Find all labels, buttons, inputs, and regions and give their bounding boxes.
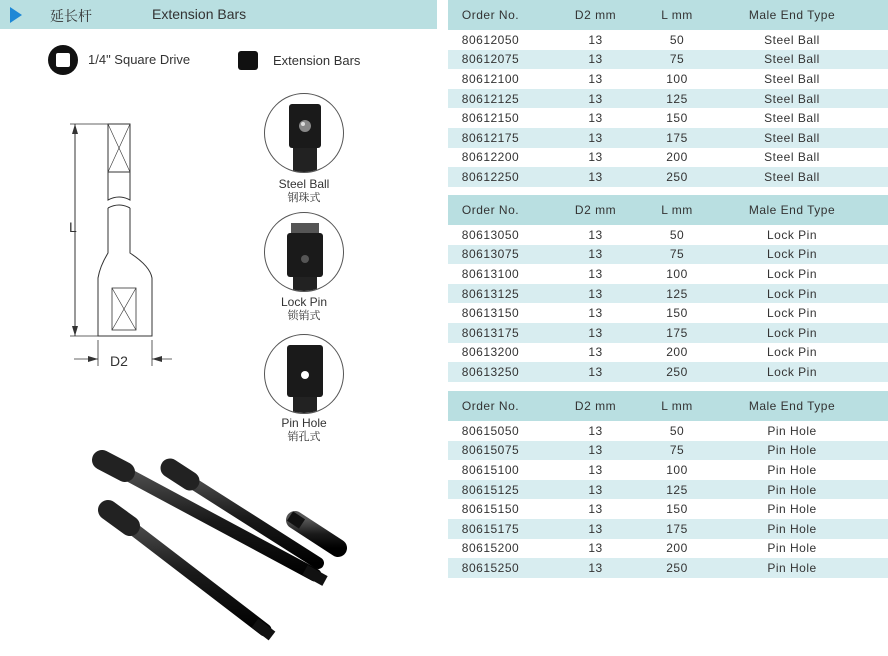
cell-order-no: 80615200	[461, 541, 520, 556]
cell-l: 125	[666, 482, 688, 497]
cell-order-no: 80615175	[461, 521, 520, 536]
cell-l: 125	[666, 91, 688, 106]
table-row	[448, 108, 888, 128]
drive-label: 1/4" Square Drive	[88, 52, 191, 67]
cell-l: 200	[666, 150, 688, 165]
cell-order-no: 80612175	[461, 130, 520, 145]
cell-type: Lock Pin	[766, 286, 818, 301]
pin-hole-image	[264, 334, 344, 414]
cell-order-no: 80615100	[461, 462, 520, 477]
cell-l: 250	[666, 364, 688, 379]
cell-type: Lock Pin	[766, 364, 818, 379]
pin-hole-label	[259, 417, 349, 443]
cell-d2: 13	[588, 560, 603, 575]
cell-l: 175	[666, 130, 688, 145]
cell-l: 50	[669, 227, 685, 242]
cell-l: 150	[666, 111, 688, 126]
cell-order-no: 80615075	[461, 443, 520, 458]
cell-d2: 13	[588, 91, 603, 106]
cell-order-no: 80615125	[461, 482, 520, 497]
cell-d2: 13	[588, 111, 603, 126]
dimension-l-label: L	[69, 219, 77, 235]
cell-type: Pin Hole	[767, 482, 817, 497]
cell-l: 125	[666, 286, 688, 301]
col-l: L mm	[661, 399, 693, 413]
cell-l: 75	[669, 247, 685, 262]
col-male-end: Male End Type	[748, 8, 836, 22]
title-chinese: 延长杆	[50, 9, 92, 25]
cell-order-no: 80613150	[461, 306, 520, 321]
steel-ball-cn: 钢珠式	[287, 191, 321, 204]
cell-d2: 13	[588, 150, 603, 165]
cell-order-no: 80615150	[461, 502, 520, 517]
cell-d2: 13	[588, 364, 603, 379]
table-row	[448, 284, 888, 304]
cell-l: 175	[666, 325, 688, 340]
cell-l: 75	[669, 52, 685, 67]
cell-type: Steel Ball	[764, 32, 820, 47]
cell-order-no: 80613250	[461, 364, 520, 379]
table-row	[448, 245, 888, 265]
table-row	[448, 50, 888, 70]
cell-order-no: 80612250	[461, 169, 520, 184]
table-row	[448, 128, 888, 148]
table-row	[448, 89, 888, 109]
cell-l: 150	[666, 502, 688, 517]
cell-d2: 13	[588, 423, 603, 438]
cell-type: Steel Ball	[764, 71, 820, 86]
table-lock-pin	[448, 195, 888, 382]
dimension-diagram	[60, 118, 180, 373]
col-order-no: Order No.	[461, 399, 520, 413]
cell-l: 50	[669, 32, 685, 47]
table-row	[448, 539, 888, 559]
table-row	[448, 323, 888, 343]
col-l: L mm	[661, 203, 693, 217]
cell-l: 200	[666, 345, 688, 360]
cell-d2: 13	[588, 71, 603, 86]
table-row	[448, 264, 888, 284]
cell-type: Lock Pin	[766, 247, 818, 262]
cell-order-no: 80613175	[461, 325, 520, 340]
col-male-end: Male End Type	[748, 203, 836, 217]
bars-label: Extension Bars	[273, 53, 361, 68]
cell-d2: 13	[588, 482, 603, 497]
cell-type: Pin Hole	[767, 541, 817, 556]
table-row	[448, 30, 888, 50]
cell-l: 150	[666, 306, 688, 321]
cell-d2: 13	[588, 247, 603, 262]
col-order-no: Order No.	[461, 8, 520, 22]
table-steel-ball	[448, 0, 888, 187]
cell-type: Lock Pin	[766, 306, 818, 321]
cell-l: 250	[666, 560, 688, 575]
cell-d2: 13	[588, 462, 603, 477]
steel-ball-label	[259, 178, 349, 204]
cell-d2: 13	[588, 266, 603, 281]
table-row	[448, 362, 888, 382]
cell-type: Steel Ball	[764, 52, 820, 67]
cell-type: Lock Pin	[766, 227, 818, 242]
cell-l: 75	[669, 443, 685, 458]
table-row	[448, 69, 888, 89]
extension-bar-icon	[238, 51, 258, 70]
cell-order-no: 80613050	[461, 227, 520, 242]
cell-order-no: 80615050	[461, 423, 520, 438]
cell-type: Steel Ball	[764, 169, 820, 184]
cell-order-no: 80612125	[461, 91, 520, 106]
lock-pin-image	[264, 212, 344, 292]
cell-d2: 13	[588, 130, 603, 145]
cell-order-no: 80612075	[461, 52, 520, 67]
col-d2: D2 mm	[574, 8, 617, 22]
cell-type: Pin Hole	[767, 462, 817, 477]
cell-type: Steel Ball	[764, 150, 820, 165]
cell-type: Lock Pin	[766, 345, 818, 360]
cell-d2: 13	[588, 502, 603, 517]
col-order-no: Order No.	[461, 203, 520, 217]
section-header	[0, 0, 437, 29]
cell-order-no: 80613200	[461, 345, 520, 360]
cell-order-no: 80612150	[461, 111, 520, 126]
cell-order-no: 80612050	[461, 32, 520, 47]
table-header	[448, 0, 888, 30]
table-row	[448, 558, 888, 578]
lock-pin-cn: 锁销式	[287, 309, 321, 322]
cell-order-no: 80612100	[461, 71, 520, 86]
col-d2: D2 mm	[574, 399, 617, 413]
cell-order-no: 80613075	[461, 247, 520, 262]
table-row	[448, 441, 888, 461]
square-drive-icon	[48, 45, 78, 75]
cell-d2: 13	[588, 169, 603, 184]
table-row	[448, 519, 888, 539]
cell-type: Pin Hole	[767, 521, 817, 536]
table-row	[448, 421, 888, 441]
cell-l: 100	[666, 71, 688, 86]
cell-type: Pin Hole	[767, 443, 817, 458]
cell-d2: 13	[588, 52, 603, 67]
cell-type: Pin Hole	[767, 502, 817, 517]
cell-order-no: 80612200	[461, 150, 520, 165]
pin-hole-cn: 销孔式	[287, 430, 321, 443]
cell-type: Pin Hole	[767, 423, 817, 438]
cell-d2: 13	[588, 443, 603, 458]
table-row	[448, 167, 888, 187]
table-pin-hole	[448, 391, 888, 578]
col-d2: D2 mm	[574, 203, 617, 217]
title-english: Extension Bars	[152, 6, 247, 22]
cell-d2: 13	[588, 227, 603, 242]
cell-d2: 13	[588, 521, 603, 536]
table-row	[448, 225, 888, 245]
table-row	[448, 460, 888, 480]
table-row	[448, 148, 888, 168]
cell-type: Steel Ball	[764, 130, 820, 145]
table-header	[448, 391, 888, 421]
cell-type: Steel Ball	[764, 111, 820, 126]
cell-l: 50	[669, 423, 685, 438]
col-male-end: Male End Type	[748, 399, 836, 413]
cell-d2: 13	[588, 325, 603, 340]
table-header	[448, 195, 888, 225]
cell-order-no: 80613100	[461, 266, 520, 281]
cell-type: Lock Pin	[766, 325, 818, 340]
table-row	[448, 343, 888, 363]
table-row	[448, 480, 888, 500]
cell-l: 100	[666, 462, 688, 477]
cell-l: 175	[666, 521, 688, 536]
pin-hole-en: Pin Hole	[281, 416, 327, 430]
cell-d2: 13	[588, 32, 603, 47]
col-l: L mm	[661, 8, 693, 22]
steel-ball-image	[264, 93, 344, 173]
cell-order-no: 80615250	[461, 560, 520, 575]
cell-type: Lock Pin	[766, 266, 818, 281]
dimension-d2-label: D2	[110, 353, 128, 369]
cell-d2: 13	[588, 286, 603, 301]
steel-ball-en: Steel Ball	[278, 177, 330, 191]
lock-pin-en: Lock Pin	[280, 295, 328, 309]
extension-bars-photo	[90, 450, 360, 650]
cell-d2: 13	[588, 345, 603, 360]
cell-l: 250	[666, 169, 688, 184]
lock-pin-label	[259, 296, 349, 322]
cell-d2: 13	[588, 541, 603, 556]
table-row	[448, 499, 888, 519]
cell-d2: 13	[588, 306, 603, 321]
cell-type: Pin Hole	[767, 560, 817, 575]
cell-l: 100	[666, 266, 688, 281]
play-arrow-icon	[10, 7, 22, 23]
table-row	[448, 303, 888, 323]
cell-type: Steel Ball	[764, 91, 820, 106]
cell-order-no: 80613125	[461, 286, 520, 301]
cell-l: 200	[666, 541, 688, 556]
